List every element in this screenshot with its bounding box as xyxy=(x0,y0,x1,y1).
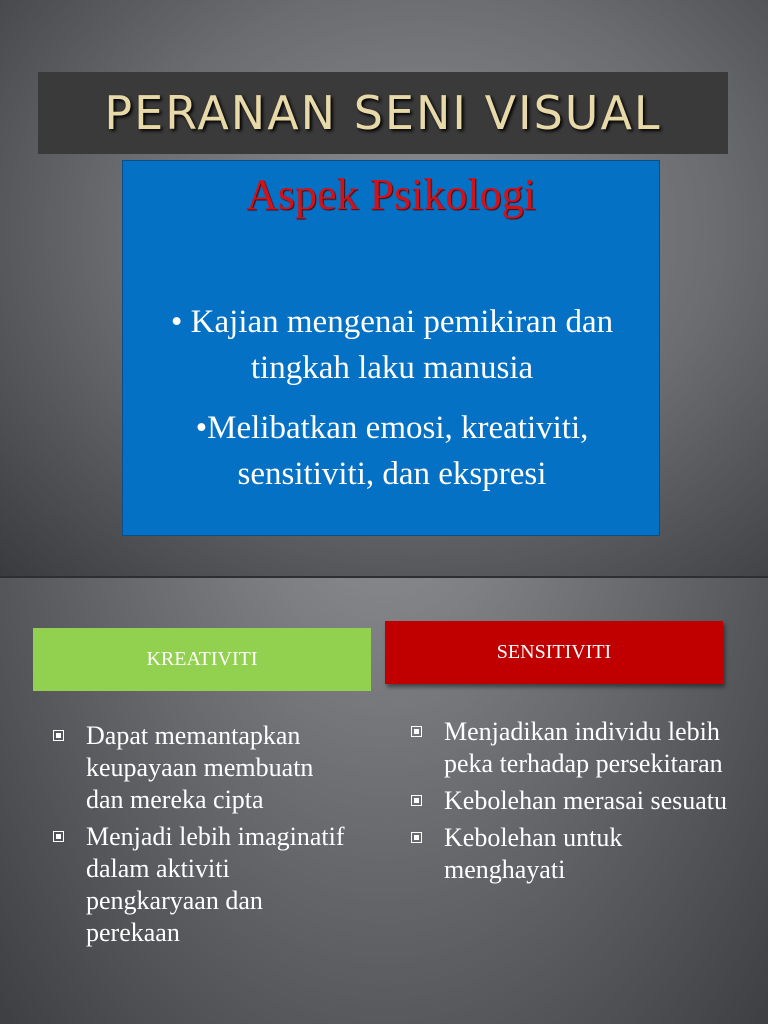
panel-heading: Aspek Psikologi xyxy=(246,170,536,219)
title-bar xyxy=(38,72,728,154)
list-item-text: Menjadi lebih imaginatif dalam aktiviti pengkaryaan dan perekaan xyxy=(86,822,345,947)
psychology-panel xyxy=(122,160,660,536)
list-item-text: Kebolehan merasai sesuatu xyxy=(444,786,728,815)
list-item xyxy=(408,785,738,817)
section-divider xyxy=(0,576,768,578)
square-bullet-icon xyxy=(411,832,422,843)
list-item xyxy=(50,720,350,816)
kreativiti-label xyxy=(33,628,371,691)
sensitiviti-label-text: SENSITIVITI xyxy=(496,641,612,663)
sensitiviti-list xyxy=(408,716,738,891)
sensitiviti-label xyxy=(385,621,723,684)
panel-point-1: • Kajian mengenai pemikiran dan tingkah laku manusia xyxy=(170,304,614,386)
kreativiti-list xyxy=(50,720,350,954)
square-bullet-icon xyxy=(53,831,64,842)
list-item xyxy=(408,822,738,886)
square-bullet-icon xyxy=(53,730,64,741)
panel-point-2: •Melibatkan emosi, kreativiti, sensitiviti, dan ekspresi xyxy=(195,410,589,492)
kreativiti-label-text: KREATIVITI xyxy=(146,648,258,670)
list-item-text: Kebolehan untuk menghayati xyxy=(444,823,623,884)
list-item xyxy=(408,716,738,780)
list-item-text: Dapat memantapkan keupayaan membuatn dan mereka cipta xyxy=(86,721,314,814)
square-bullet-icon xyxy=(411,726,422,737)
slide-title: PERANAN SENI VISUAL xyxy=(104,86,662,140)
square-bullet-icon xyxy=(411,795,422,806)
list-item xyxy=(50,821,350,949)
list-item-text: Menjadikan individu lebih peka terhadap persekitaran xyxy=(444,717,723,778)
